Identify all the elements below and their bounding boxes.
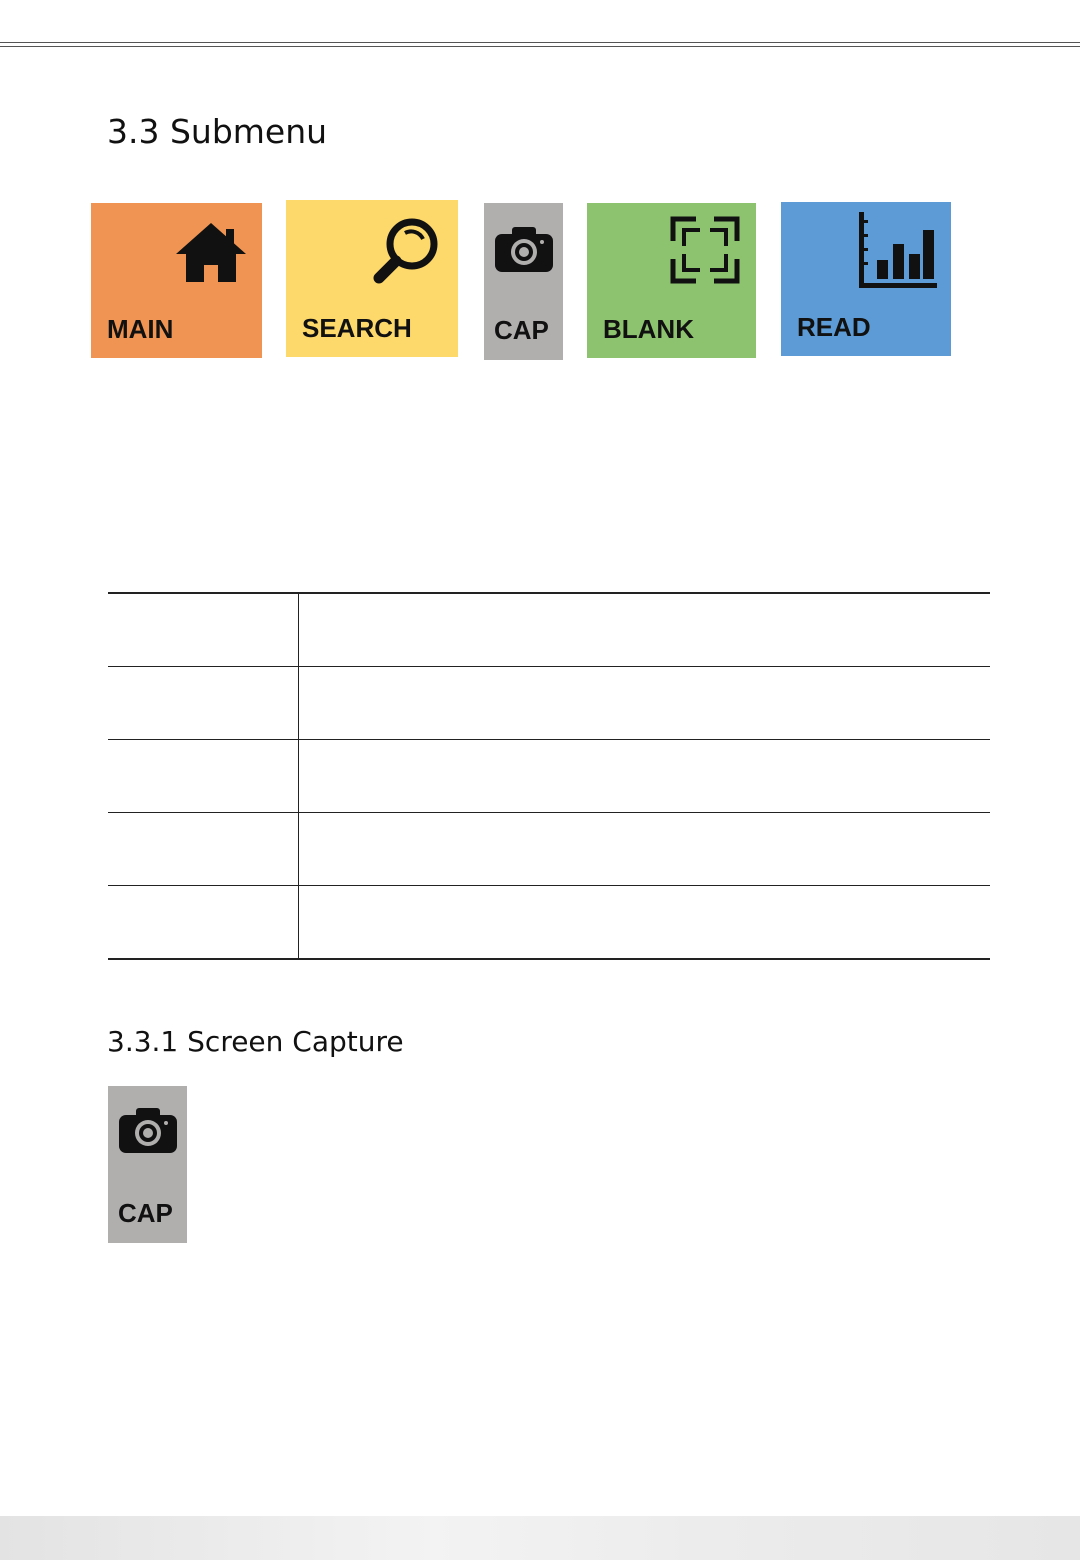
blank-menu-label: BLANK xyxy=(603,314,694,344)
submenu-description-table xyxy=(108,592,990,960)
read-menu-button[interactable] xyxy=(781,202,951,356)
table-cell xyxy=(299,740,991,813)
header-rule-secondary xyxy=(0,46,1080,47)
table-cell xyxy=(108,886,299,960)
home-icon xyxy=(174,221,248,285)
blank-menu-button[interactable] xyxy=(587,203,756,358)
search-icon xyxy=(372,216,440,286)
table-cell xyxy=(108,667,299,740)
bar-chart-icon xyxy=(857,210,939,290)
table-cell xyxy=(299,593,991,667)
table-cell xyxy=(108,813,299,886)
table-row xyxy=(108,667,990,740)
section-heading: 3.3 Submenu xyxy=(107,112,328,151)
main-menu-button[interactable] xyxy=(91,203,262,358)
search-menu-label: SEARCH xyxy=(302,313,412,343)
capture-button-label: CAP xyxy=(118,1198,173,1228)
table-cell xyxy=(299,667,991,740)
table-cell xyxy=(108,740,299,813)
footer-band xyxy=(0,1516,1080,1560)
table-cell xyxy=(108,593,299,667)
table-row xyxy=(108,593,990,667)
camera-icon xyxy=(117,1105,179,1155)
cap-menu-label: CAP xyxy=(494,315,549,345)
table-cell xyxy=(299,813,991,886)
fullscreen-icon xyxy=(670,216,740,284)
cap-menu-button[interactable] xyxy=(484,203,563,360)
search-menu-button[interactable] xyxy=(286,200,458,357)
table-cell xyxy=(299,886,991,960)
camera-icon xyxy=(493,224,555,274)
subsection-heading: 3.3.1 Screen Capture xyxy=(107,1025,404,1058)
capture-button[interactable] xyxy=(108,1086,187,1243)
header-rule xyxy=(0,42,1080,43)
table-row xyxy=(108,813,990,886)
table-row xyxy=(108,740,990,813)
table-row xyxy=(108,886,990,960)
read-menu-label: READ xyxy=(797,312,871,342)
main-menu-label: MAIN xyxy=(107,314,174,344)
